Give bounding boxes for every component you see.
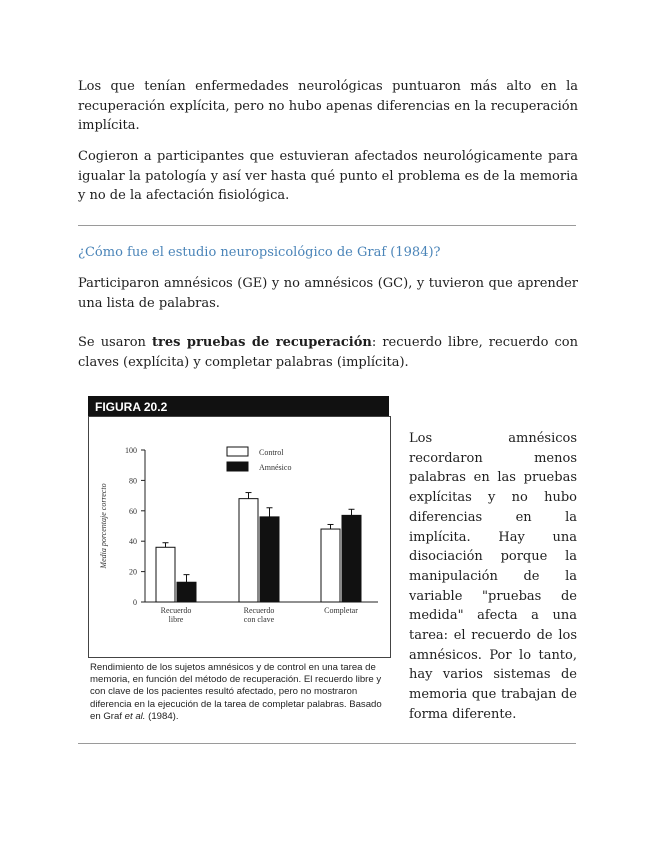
paragraph-recovery-tests: [78, 333, 578, 372]
y-tick-label: 20: [129, 567, 137, 577]
y-axis-label: Media porcentaje correcto: [99, 483, 108, 569]
paragraph-participants-selection: Cogieron a participantes que estuvieran afectados neurológicamente para igualar la patología y así ver hasta qué punto el problema es de la memoria y no de la afectación fisiológica.: [78, 149, 578, 203]
bar-chart: [88, 396, 391, 658]
figure-caption-italic: et al.: [124, 710, 146, 722]
recovery-tests-prefix: Se usaron: [78, 335, 152, 350]
figure-caption-text: Rendimiento de los sujetos amnésicos y de control en una tarea de memoria, en función del método de recuperación. El recuerdo libre y con clave de los pacientes resultó afectado, pero no mostraron diferencia en la ejecución de la tarea de completar palabras. Basado en Graf: [90, 662, 382, 722]
paragraph-explicit-recovery: Los que tenían enfermedades neurológicas puntuaron más alto en la recuperación explícita, pero no hubo apenas diferencias en la recuperación implícita.: [78, 79, 578, 133]
bar-control: [156, 547, 175, 602]
x-tick-label: Completar: [324, 606, 358, 615]
legend-swatch-control: [227, 447, 248, 456]
y-tick-label: 100: [125, 446, 137, 455]
bar-amnesico: [342, 515, 361, 602]
bar-control: [239, 499, 258, 602]
y-tick-label: 60: [129, 506, 137, 516]
x-tick-label: libre: [168, 615, 184, 624]
figure-caption-year: (1984).: [145, 710, 179, 722]
figure-header: FIGURA 20.2: [88, 396, 389, 416]
divider-bottom: [78, 743, 576, 744]
paragraph-participants: Participaron amnésicos (GE) y no amnésicos (GC), y tuvieron que aprender una lista de palabras.: [78, 276, 578, 311]
y-tick-label: 40: [129, 537, 137, 547]
figure-caption: [90, 662, 391, 723]
recovery-tests-bold: tres pruebas de recuperación: [152, 335, 372, 350]
bar-amnesico: [260, 517, 279, 602]
figure-20-2: [88, 396, 391, 725]
legend-label-amnesico: Amnésico: [259, 463, 292, 472]
x-tick-label: con clave: [243, 615, 275, 624]
y-tick-label: 0: [133, 598, 137, 607]
x-tick-label: Recuerdo: [160, 606, 192, 615]
y-tick-label: 80: [129, 476, 137, 486]
section-heading-graf: ¿Cómo fue el estudio neuropsicológico de Graf (1984)?: [78, 245, 441, 260]
legend-swatch-amnesico: [227, 462, 248, 471]
divider: [78, 225, 576, 226]
recovery-tests-suffix: : recuerdo libre, recuerdo con claves (explícita) y completar palabras (implícita).: [78, 335, 578, 370]
side-explanation: Los amnésicos recordaron menos palabras en las pruebas explícitas y no hubo diferencias en la implícita. Hay una disociación porque la manipulación de la variable "pruebas de medida" afecta a una tarea: el recuerdo de los amnésicos. Por lo tanto, hay varios sistemas de memoria que trabajan de forma diferente.: [409, 431, 577, 722]
x-tick-label: Recuerdo: [243, 606, 275, 615]
legend-label-control: Control: [259, 448, 284, 457]
bar-amnesico: [177, 582, 196, 602]
bar-control: [321, 529, 340, 602]
